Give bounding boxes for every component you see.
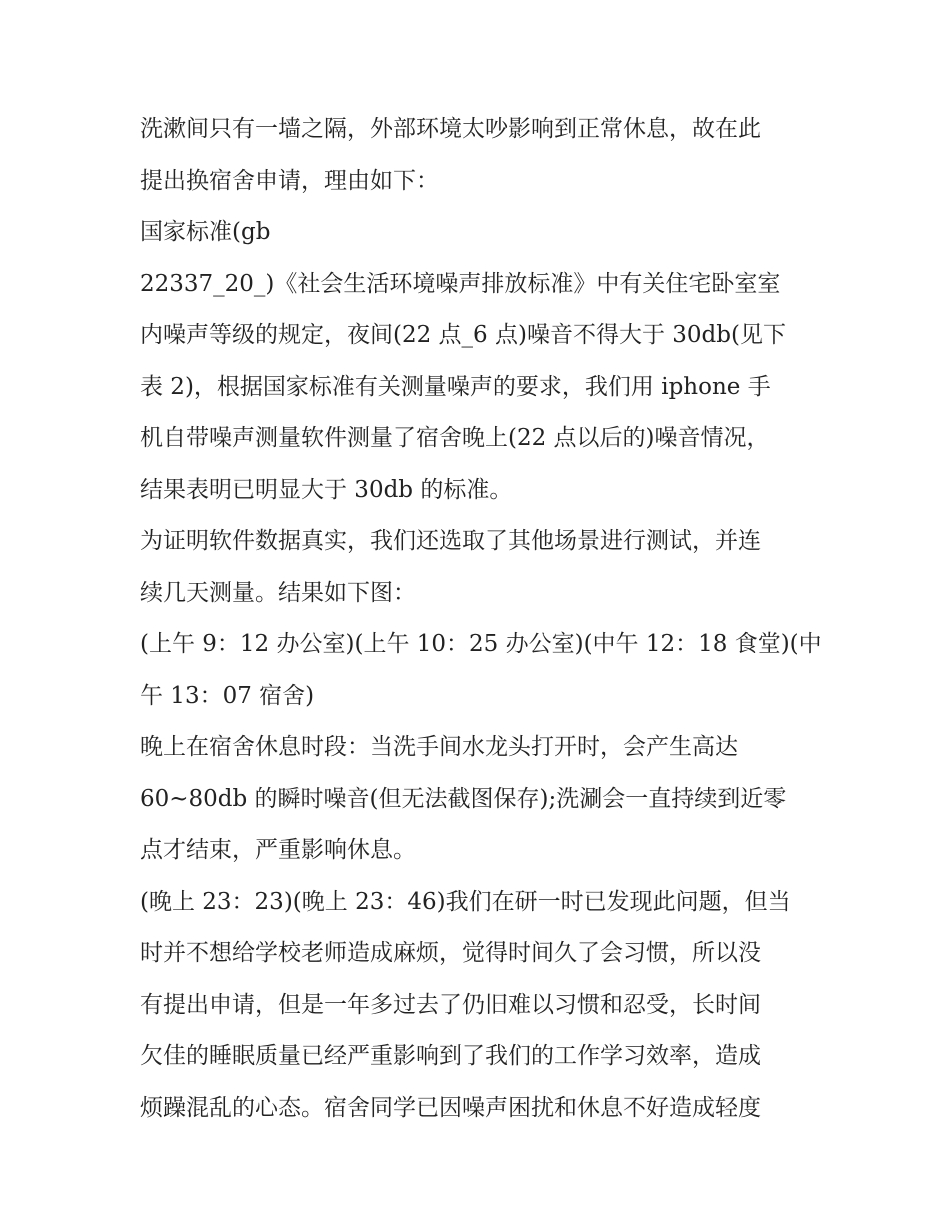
text-line: 60~80db 的瞬时噪音(但无法截图保存);洗涮会一直持续到近零: [140, 785, 787, 812]
text-line: 为证明软件数据真实，我们还选取了其他场景进行测试，并连: [140, 528, 761, 554]
text-line: 晚上在宿舍休息时段：当洗手间水龙头打开时，会产生高达: [140, 734, 738, 760]
text-line: 时并不想给学校老师造成麻烦，觉得时间久了会习惯，所以没: [140, 940, 761, 966]
text-line: 机自带噪声测量软件测量了宿舍晚上(22 点以后的)噪音情况，: [140, 425, 770, 451]
text-line: (上午 9：12 办公室)(上午 10：25 办公室)(中午 12：18 食堂)(中: [140, 631, 822, 657]
text-line: 结果表明已明显大于 30db 的标准。: [140, 476, 513, 503]
text-line: 欠佳的睡眠质量已经严重影响到了我们的工作学习效率，造成: [140, 1043, 761, 1069]
text-line: (晚上 23：23)(晚上 23：46)我们在研一时已发现此问题，但当: [140, 888, 791, 915]
text-line: 午 13：07 宿舍): [140, 682, 315, 709]
body-text: [140, 104, 820, 1134]
text-line: 表 2)，根据国家标准有关测量噪声的要求，我们用 iphone 手: [140, 373, 771, 400]
text-line: 国家标准(gb: [140, 219, 271, 245]
text-line: 点才结束，严重影响休息。: [140, 837, 416, 863]
text-line: 续几天测量。结果如下图：: [140, 579, 416, 606]
text-line: 内噪声等级的规定，夜间(22 点_6 点)噪音不得大于 30db(见下: [140, 322, 786, 348]
text-line: 有提出申请，但是一年多过去了仍旧难以习惯和忍受，长时间: [140, 991, 761, 1018]
text-line: 提出换宿舍申请，理由如下：: [140, 167, 439, 194]
text-line: 烦躁混乱的心态。宿舍同学已因噪声困扰和休息不好造成轻度: [140, 1094, 761, 1121]
text-line: 22337_20_)《社会生活环境噪声排放标准》中有关住宅卧室室: [140, 270, 781, 297]
text-line: 洗漱间只有一墙之隔，外部环境太吵影响到正常休息，故在此: [140, 116, 761, 142]
